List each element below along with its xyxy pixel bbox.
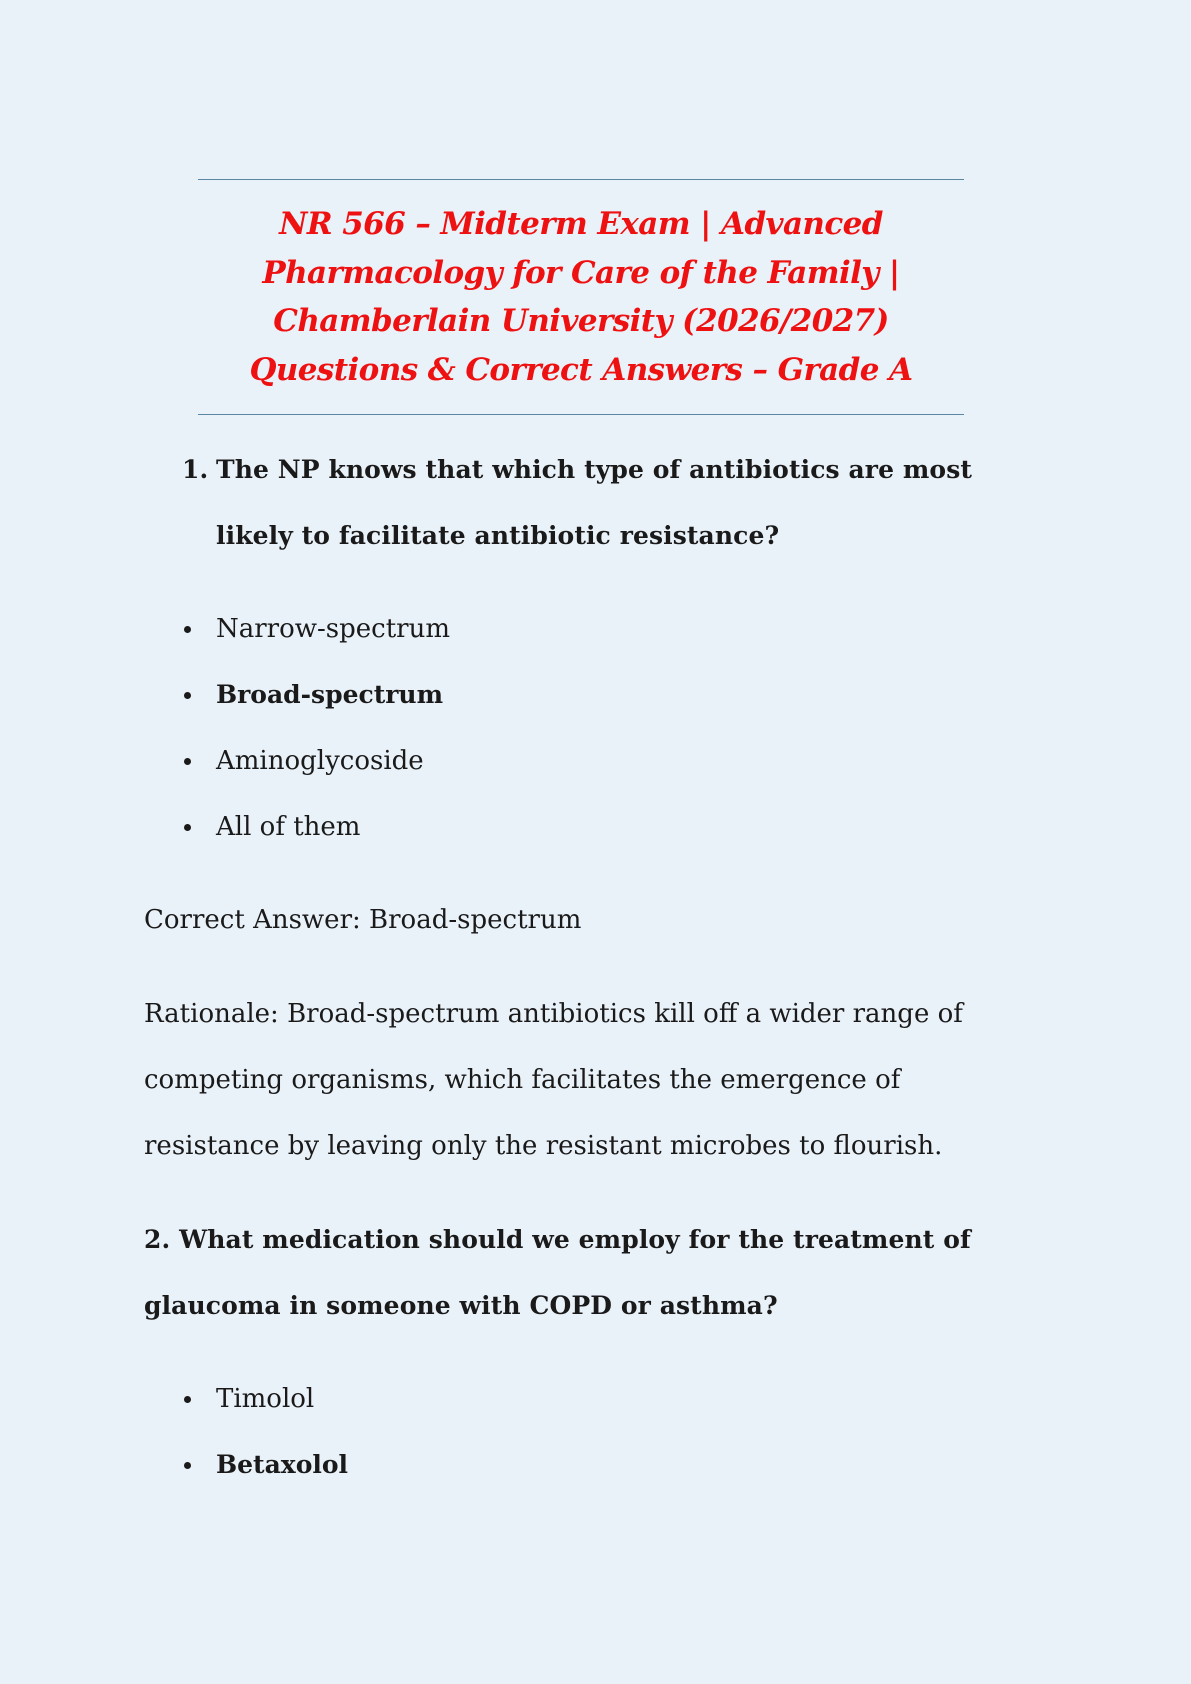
question-2-options xyxy=(182,1366,348,1498)
title-line-2: Pharmacology for Care of the Family | xyxy=(262,254,900,291)
question-1-correct-answer: Correct Answer: Broad-spectrum xyxy=(144,905,582,935)
question-1 xyxy=(182,437,972,569)
title-line-3: Chamberlain University (2026/2027) xyxy=(273,303,889,339)
rationale-line-1: Rationale: Broad-spectrum antibiotics kill off a wider range of xyxy=(144,999,963,1029)
title-top-rule xyxy=(198,179,964,180)
question-1-options xyxy=(182,596,450,860)
rationale-line-3: resistance by leaving only the resistant microbes to flourish. xyxy=(144,1131,943,1161)
option-timolol: Timolol xyxy=(182,1366,348,1432)
question-2-text-line-2: glaucoma in someone with COPD or asthma? xyxy=(144,1291,778,1320)
question-1-text-line-1: The NP knows that which type of antibiotics are most xyxy=(216,455,973,484)
option-narrow-spectrum: Narrow-spectrum xyxy=(182,596,450,662)
question-1-number: 1. xyxy=(182,455,209,484)
title-bottom-rule xyxy=(198,414,964,415)
document-title xyxy=(198,200,964,394)
option-all-of-them: All of them xyxy=(182,794,450,860)
question-1-text-line-2: likely to facilitate antibiotic resistance? xyxy=(216,521,780,550)
question-2-text-line-1: 2. What medication should we employ for the treatment of xyxy=(144,1225,971,1254)
title-line-4: Questions & Correct Answers – Grade A xyxy=(249,351,913,388)
option-aminoglycoside: Aminoglycoside xyxy=(182,728,450,794)
question-2 xyxy=(144,1207,971,1339)
title-line-1: NR 566 – Midterm Exam | Advanced xyxy=(279,206,883,242)
option-broad-spectrum: Broad-spectrum xyxy=(182,662,450,728)
question-1-rationale xyxy=(144,981,963,1179)
option-betaxolol: Betaxolol xyxy=(182,1432,348,1498)
rationale-line-2: competing organisms, which facilitates the emergence of xyxy=(144,1065,901,1095)
